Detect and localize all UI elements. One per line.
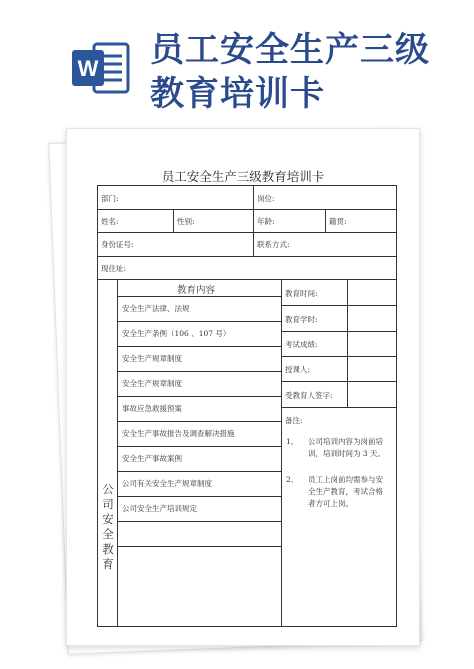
content-item: 安全生产事故案例 xyxy=(122,454,182,463)
training-card-form xyxy=(97,185,397,627)
note-text: 员工上岗前均需参与安 全生产教育，考试合格 者方可上岗。 xyxy=(308,475,383,508)
department-label: 部门: xyxy=(101,194,119,203)
header-banner xyxy=(0,0,474,112)
form-title: 员工安全生产三级教育培训卡 xyxy=(161,169,325,184)
gender-label: 性别: xyxy=(177,217,195,226)
content-header: 教育内容 xyxy=(177,285,216,296)
contact-label: 联系方式: xyxy=(257,240,290,249)
content-item: 安全生产事故报告及调查解决措施 xyxy=(122,429,235,438)
content-item: 安全生产条例（106 、107 号） xyxy=(122,329,231,338)
note-1 xyxy=(286,436,394,466)
content-item: 事故应急救援预案 xyxy=(122,404,182,413)
address-label: 现住址: xyxy=(101,264,127,273)
note-number: 1、 xyxy=(286,437,299,446)
trainee-signature-label: 受教育人签字: xyxy=(285,391,333,400)
content-item: 安全生产规章制度 xyxy=(122,379,182,388)
content-item: 安全生产规章制度 xyxy=(122,354,182,363)
age-label: 年龄: xyxy=(257,217,275,226)
instructor-label: 授课人: xyxy=(285,365,311,374)
post-label: 岗位: xyxy=(257,194,275,203)
origin-label: 籍贯: xyxy=(329,217,347,226)
word-icon-letter: W xyxy=(77,56,99,81)
content-item: 安全生产法律、法规 xyxy=(122,304,190,313)
page-title: 员工安全生产三级 教育培训卡 xyxy=(150,30,430,114)
name-label: 姓名: xyxy=(101,217,119,226)
note-number: 2、 xyxy=(286,475,299,484)
exam-score-label: 考试成绩: xyxy=(285,340,318,349)
education-hours-label: 教育学时: xyxy=(285,315,318,324)
education-time-label: 教育时间: xyxy=(285,289,318,298)
id-number-label: 身份证号: xyxy=(101,240,134,249)
document-page xyxy=(66,128,420,646)
side-label-company-safety-education: 公 司 安 全 教 育 xyxy=(102,482,114,571)
remarks-label: 备注: xyxy=(285,416,303,425)
word-document-icon xyxy=(70,40,132,96)
content-item: 公司有关安全生产规章制度 xyxy=(122,479,212,488)
note-2 xyxy=(286,474,394,514)
note-text: 公司培训内容为岗前培 训，培训时间为 3 天。 xyxy=(308,437,386,458)
content-item: 公司安全生产培训规定 xyxy=(122,504,197,513)
